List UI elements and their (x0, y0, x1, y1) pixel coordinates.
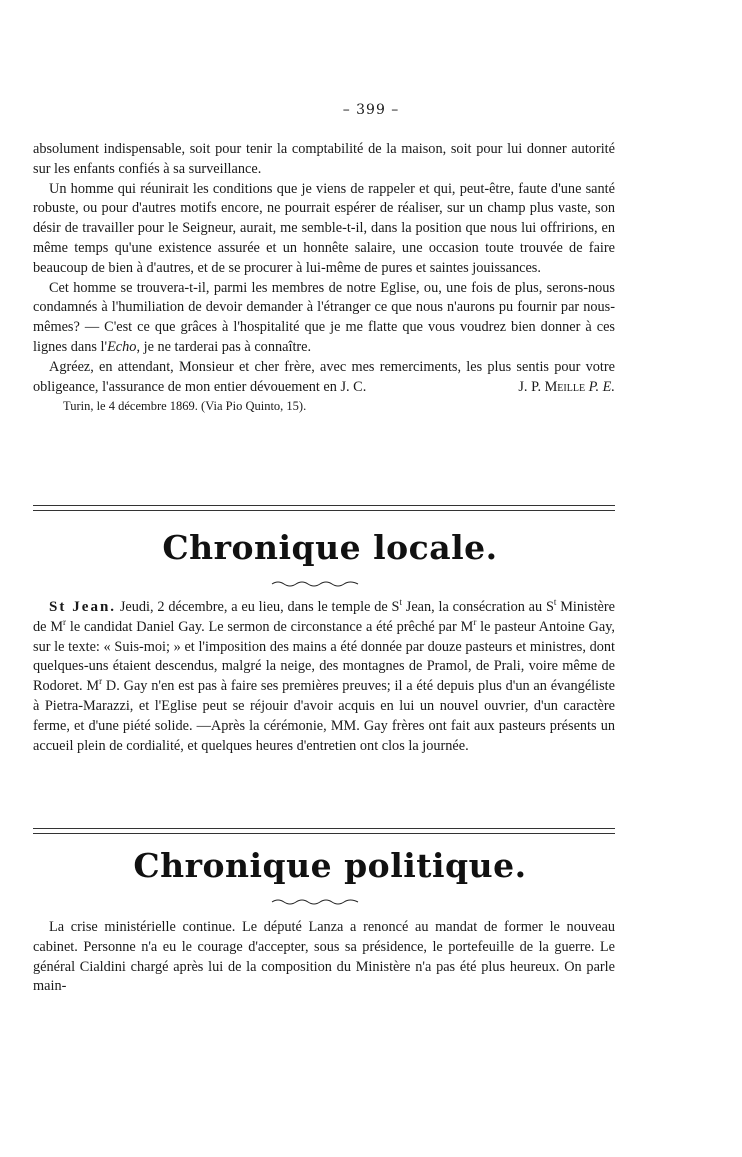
signature-name: J. P. Meille (518, 378, 586, 395)
local-news-paragraph: St Jean. Jeudi, 2 décembre, a eu lieu, dans le temple de $S^t$ Jean, la consécration au $S^t$ Ministère de $M^r$ le candidat Daniel Gay. Le sermon de circonstance a été prêché par $M^r$ le pasteur Antoine Gay, sur le texte: « Suis-moi; » et l'imposition des mains a été donnée par douze pasteurs et ministres, dont quelques-uns étaient descendus, malgré la neige, des montagnes de Pramol, de Prali, voire même de Rodoret. $M^r$ D. Gay n'en est pas à faire ses premières preuves; il a été depuis plus d'un an évangéliste à Pietra-Marazzi, et l'Eglise peut se réjouir d'avoir acquis en lui un nouvel ouvrier, d'un caractère ferme, et d'une piété solide. —Après la cérémonie, MM. Gay frères ont fait aux pasteurs présents un accueil plein de cordialité, et quelques heures d'entretien ont clos la journée. (33, 597, 616, 754)
flourish-ornament-2 (270, 898, 360, 906)
section-divider-middle (33, 828, 615, 834)
dateline: Turin, le 4 décembre 1869. (Via Pio Quinto, 15). (63, 399, 307, 414)
signature-suffix: P. E. (588, 378, 615, 395)
local-news-lead: St Jean. (49, 599, 117, 615)
letter-continuation (33, 140, 615, 415)
letter-paragraph-2: Un homme qui réunirait les conditions que je viens de rappeler et qui, peut-être, faute d'une santé robuste, ou pour d'autres motifs encore, ne pourrait espérer de réaliser, sur un champ plus vaste, son désir de travailler pour le Seigneur, aurait, me semble-t-il, dans la position que nous lui offririons, en même temps qu'une existence assurée et un honnête salaire, une occasion toute trouvée de faire beaucoup de bien à d'autres, et de se procurer à lui-même de pures et saintes jouissances. (33, 180, 615, 276)
letter-paragraph-3-start: Cet homme se trouvera-t-il, parmi les membres de notre Eglise, ou, une fois de plus, serons-nous condamnés à l'humiliation de devoir demander à l'étranger ce que nous n'aurons pu fournir par nous-mêmes? — C'est ce que grâces à l'hospitalité que je me flatte que vous voudrez bien donner à ces lignes dans l' (33, 279, 615, 355)
letter-paragraph-3 (33, 279, 615, 358)
politique-paragraph: La crise ministérielle continue. Le député Lanza a renoncé au mandat de former le nouveau cabinet. Personne n'a eu le courage d'accepter, sous sa présidence, le portefeuille de la guerre. Le général Cialdini chargé après lui de la composition du Ministère n'a pas été plus heureux. On parle main- (33, 919, 615, 995)
flourish-ornament (270, 580, 360, 588)
letter-closing-text: Agréez, en attendant, Monsieur et cher frère, avec mes remerciments, les plus sentis pour votre obligeance, l'assurance de mon entier dévouement en J. C. (33, 358, 615, 395)
letter-paragraph-3-end: , je ne tarderai pas à connaître. (136, 338, 312, 355)
signature (502, 378, 615, 398)
section-politique-body (33, 918, 615, 997)
section-local-body (33, 598, 615, 756)
echo-title: Echo (107, 338, 137, 355)
section-divider-top (33, 505, 615, 511)
page-number: – 399 – (342, 102, 400, 118)
section-title-local: Chronique locale. (162, 528, 498, 567)
letter-paragraph-1: absolument indispensable, soit pour tenir la comptabilité de la maison, soit pour lui donner autorité sur les enfants confiés à sa surveillance. (33, 141, 615, 177)
section-title-politique: Chronique politique. (133, 846, 527, 885)
letter-closing (33, 358, 615, 398)
